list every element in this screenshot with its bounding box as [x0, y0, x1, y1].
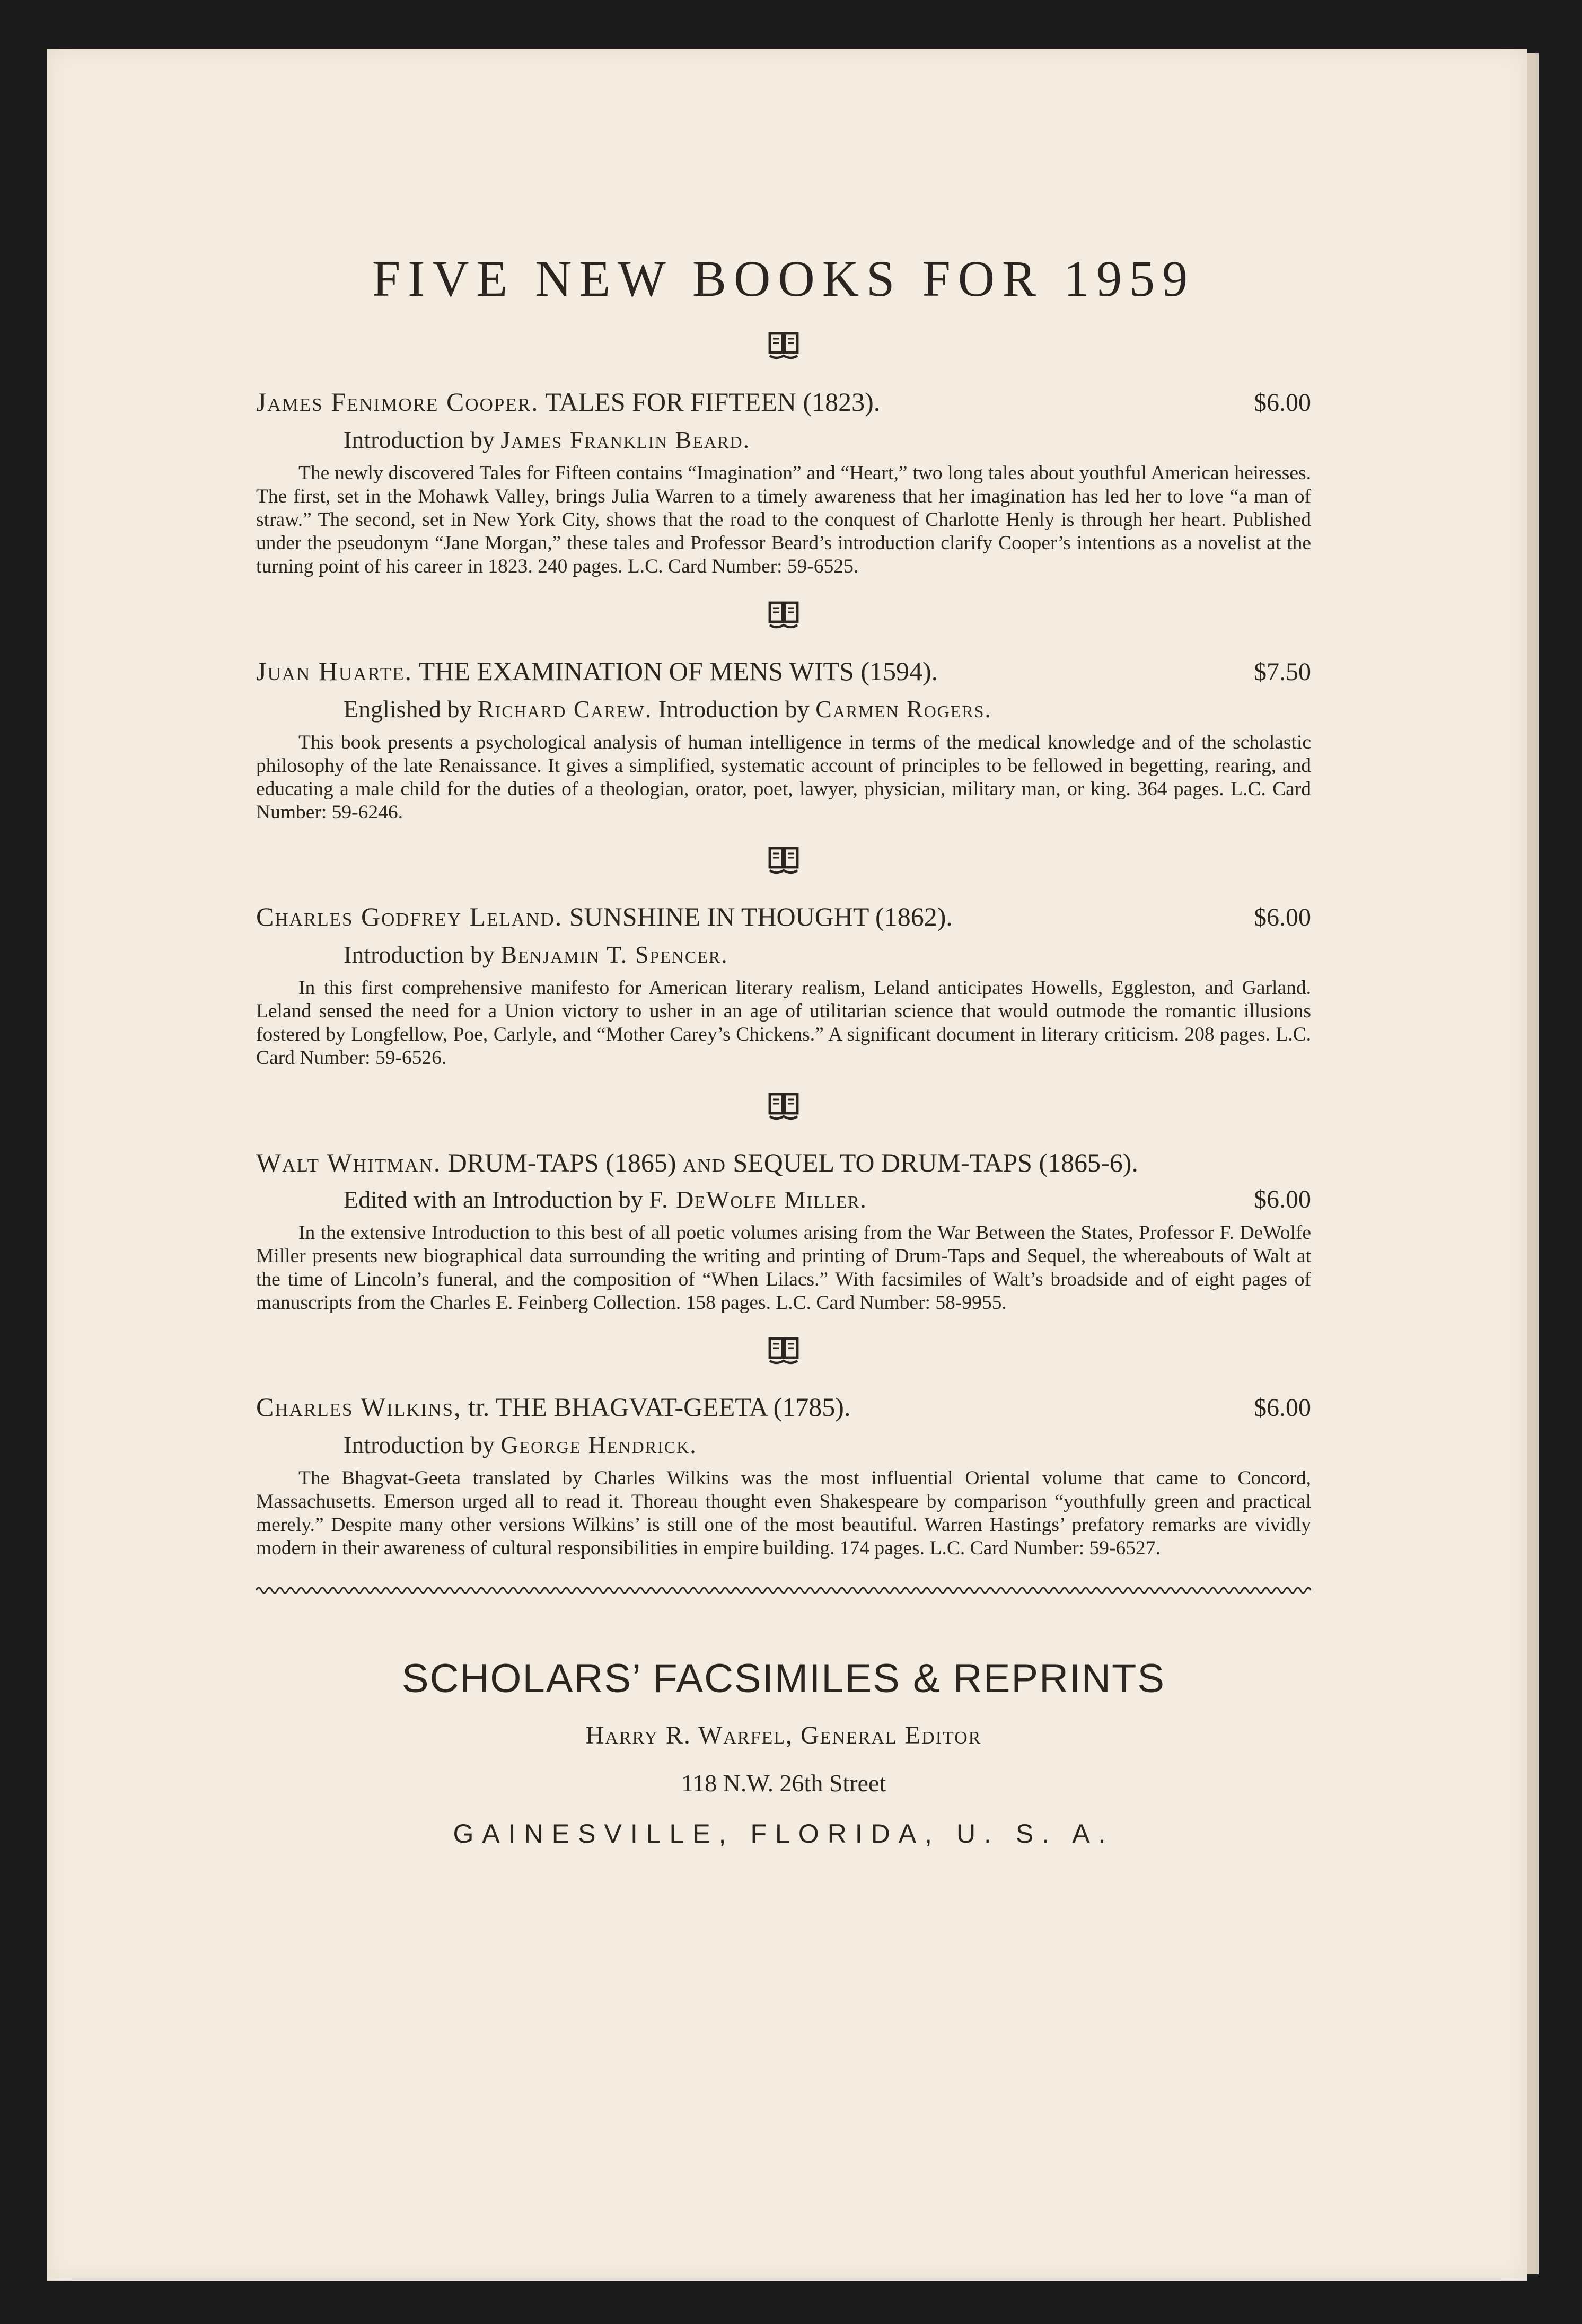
book-description: This book presents a psychological analysis of human intelligence in terms of the medical knowledge and of the scholastic philosophy of the late Renaissance. It gives a simplified, systematic account of principles to be fellowed in begetting, rearing, and educating a male child for the duties of a theologian, orator, poet, lawyer, physician, military man, or king. 364 pages. L.C. Card Number: 59-6246. — [256, 731, 1311, 823]
book-description: The Bhagvat-Geeta translated by Charles Wilkins was the most influential Oriental volume that came to Concord, Massachusetts. Emerson urged all to read it. Thoreau thought even Shakespeare by comparison “youthfully green and practical merely.” Despite many other versions Wilkins’ is still one of the most beautiful. Warren Hastings’ prefatory remarks are vividly modern in their awareness of cultural responsibilities in empire building. 174 pages. L.C. Card Number: 59-6527. — [256, 1467, 1311, 1559]
intro-prefix: Introduction by — [658, 695, 810, 723]
intro-prefix: Englished by — [344, 695, 472, 723]
book-intro — [344, 1429, 1311, 1462]
book-author: James Fenimore Cooper. — [256, 387, 539, 417]
book-heading — [256, 654, 1311, 690]
book-title: DRUM-TAPS (1865) — [447, 1147, 676, 1177]
intro-prefix: Introduction by — [344, 1431, 495, 1458]
book-intro — [344, 938, 1311, 971]
open-book-icon — [767, 1334, 801, 1368]
book-intro — [344, 1183, 867, 1216]
book-author: Walt Whitman. — [256, 1147, 442, 1177]
book-author: Charles Wilkins, — [256, 1392, 462, 1422]
book-entry — [256, 899, 1311, 1070]
book-entry — [256, 1389, 1311, 1560]
book-description: The newly discovered Tales for Fifteen contains “Imagination” and “Heart,” two long tales about youthful American heiresses. The first, set in the Mohawk Valley, brings Julia Warren to a timely awareness that her imagination has led her to love “a man of straw.” The second, set in New York City, shows that the road to the conquest of Charlotte Henly is through her heart. Published under the pseudonym “Jane Morgan,” these tales and Professor Beard’s introduction clarify Cooper’s intentions as a novelist at the turning point of his career in 1823. 240 pages. L.C. Card Number: 59-6525. — [256, 462, 1311, 577]
book-heading — [256, 1145, 1311, 1180]
book-intro — [344, 424, 1311, 456]
ornament-divider — [256, 598, 1311, 632]
intro-prefix: Introduction by — [344, 941, 495, 968]
intro-name: F. DeWolfe Miller. — [649, 1185, 867, 1213]
book-price: $6.00 — [1254, 903, 1311, 931]
book-author: Charles Godfrey Leland. — [256, 902, 563, 931]
publisher-city: GAINESVILLE, FLORIDA, U. S. A. — [453, 1819, 1114, 1848]
publisher-name: SCHOLARS’ FACSIMILES & REPRINTS — [401, 1656, 1166, 1701]
book-title: THE EXAMINATION OF MENS WITS (1594). — [418, 656, 938, 686]
paper-edge — [1527, 53, 1539, 2274]
book-price: $6.00 — [1254, 1394, 1311, 1422]
book-price: $6.00 — [1254, 389, 1311, 417]
intro-name: George Hendrick. — [500, 1431, 697, 1458]
book-intro — [344, 693, 1311, 726]
book-author: Juan Huarte. — [256, 656, 412, 686]
open-book-icon — [767, 598, 801, 632]
intro-prefix: Edited with an Introduction by — [344, 1185, 643, 1213]
intro-prefix: Introduction by — [344, 426, 495, 453]
intro-name: Carmen Rogers. — [815, 695, 992, 723]
book-entry — [256, 654, 1311, 824]
book-title: TALES FOR FIFTEEN (1823). — [545, 387, 881, 417]
ornament-divider — [256, 844, 1311, 878]
open-book-icon — [767, 1090, 801, 1124]
ornament-divider — [256, 1090, 1311, 1124]
book-description: In this first comprehensive manifesto for American literary realism, Leland anticipates Howells, Eggleston, and Garland. Leland sensed the need for a Union victory to usher in an age of utilitarian science that would outmode the romantic illusions fostered by Longfellow, Poe, Carlyle, and “Mother Carey’s Chickens.” A significant document in literary criticism. 208 pages. L.C. Card Number: 59-6526. — [256, 977, 1311, 1069]
document-content — [256, 249, 1311, 1849]
book-heading — [256, 1389, 1311, 1425]
ornament-divider — [256, 329, 1311, 363]
wavy-rule-divider — [256, 1583, 1311, 1597]
ornament-divider — [256, 1334, 1311, 1368]
book-title: SEQUEL TO DRUM-TAPS (1865-6). — [733, 1147, 1138, 1177]
book-price: $6.00 — [1254, 1185, 1311, 1213]
book-title-conjunction: and — [683, 1147, 726, 1177]
open-book-icon — [767, 844, 801, 878]
intro-name: Richard Carew. — [477, 695, 653, 723]
book-heading — [256, 384, 1311, 420]
open-book-icon — [767, 329, 801, 363]
book-entry — [256, 384, 1311, 578]
book-title: THE BHAGVAT-GEETA (1785). — [495, 1392, 851, 1422]
book-title: SUNSHINE IN THOUGHT (1862). — [569, 902, 953, 931]
publisher-editor: Harry R. Warfel, General Editor — [585, 1721, 982, 1749]
book-entry — [256, 1145, 1311, 1315]
page-title: FIVE NEW BOOKS FOR 1959 — [372, 250, 1196, 307]
book-description: In the extensive Introduction to this best of all poetic volumes arising from the War Between the States, Professor F. DeWolfe Miller presents new biographical data surrounding the writing and printing of Drum-Taps and Sequel, the whereabouts of Walt at the time of Lincoln’s funeral, and the composition of “When Lilacs.” With facsimiles of Walt’s broadside and of eight pages of manuscripts from the Charles E. Feinberg Collection. 158 pages. L.C. Card Number: 58-9955. — [256, 1221, 1311, 1314]
intro-name: Benjamin T. Spencer. — [500, 941, 728, 968]
book-intro-row — [256, 1183, 1311, 1216]
book-price: $7.50 — [1254, 657, 1311, 686]
book-heading — [256, 899, 1311, 935]
book-author-suffix: tr. — [468, 1392, 490, 1422]
intro-name: James Franklin Beard. — [500, 426, 751, 453]
publisher-street: 118 N.W. 26th Street — [681, 1770, 886, 1797]
